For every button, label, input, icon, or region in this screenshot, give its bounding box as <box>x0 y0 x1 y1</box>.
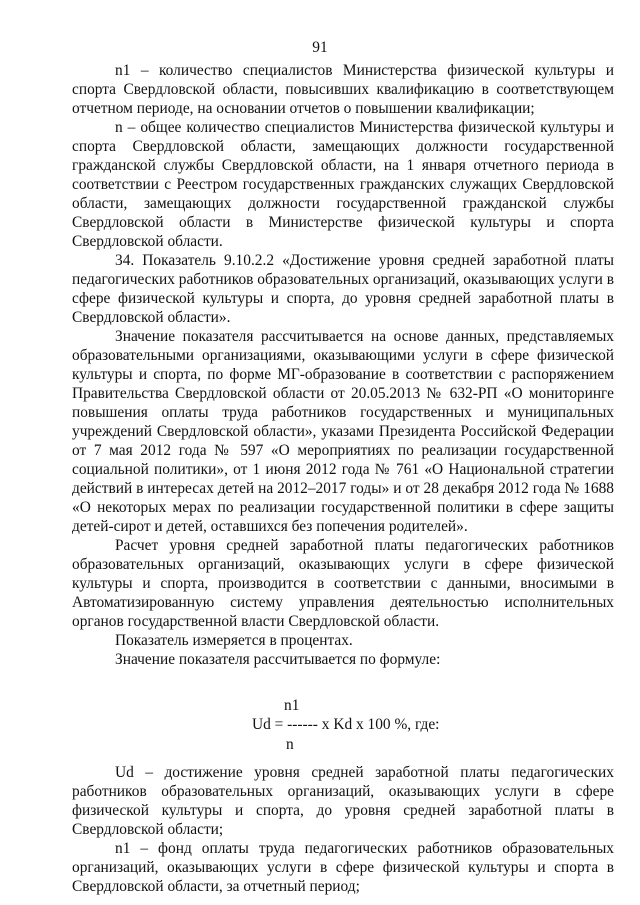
formula-denominator: n <box>286 736 294 753</box>
paragraph-formula-intro: Значение показателя рассчитывается по формуле: <box>115 651 441 668</box>
paragraph-unit: Показатель измеряется в процентах. <box>115 632 353 649</box>
paragraph-n1-fund-definition: n1 – фонд оплаты труда педагогических работников образовательных организаций, оказывающих услуги в сфере физической культуры и спорта в Свердловской области, за отчетный период; <box>72 840 614 895</box>
paragraph-calculation-basis: Значение показателя рассчитывается на основе данных, представляемых образовательными организациями, оказывающими услуги в сфере физической культуры и спорта, по форме МГ-образование в соответствии с распоряжением Правительства Свердловской области от 20.05.2013 № 632-РП «О мониторинге повышения оплаты труда работников государственных и муниципальных учреждений Свердловской области», указами Президента Российской Федерации от 7 мая 2012 года № 597 «О мероприятиях по реализации государственной социальной политики», от 1 июня 2012 года № 761 «О Национальной стратегии действий в интересах детей на 2012–2017 годы» и от 28 декабря 2012 года № 1688 «О некоторых мерах по реализации государственной политики в сфере защиты детей-сирот и детей, оставшихся без попечения родителей». <box>72 328 614 535</box>
paragraph-calculation-method: Расчет уровня средней заработной платы педагогических работников образовательных организаций, оказывающих услуги в сфере физической культуры и спорта, производится в соответствии с данными, вносимыми в Автоматизированную систему управления деятельностью исполнительных органов государственной власти Свердловской области. <box>72 537 614 630</box>
paragraph-n-definition: n – общее количество специалистов Министерства физической культуры и спорта Свердловской области, замещающих должности государственной гражданской службы Свердловской области, на 1 января отчетного периода в соответствии с Реестром государственных гражданских служащих Свердловской области, замещающих должности государственной гражданской службы Свердловской области в Министерстве физической культуры и спорта Свердловской области. <box>72 119 614 250</box>
document-body <box>72 61 614 896</box>
formula-numerator: n1 <box>284 697 300 714</box>
formula <box>72 676 614 763</box>
paragraph-ud-definition: Ud – достижение уровня средней заработной платы педагогических работников образовательных организаций, оказывающих услуги в сфере физической культуры и спорта, до уровня средней заработной платы в Свердловской области; <box>72 764 614 838</box>
page-number: 91 <box>312 39 328 56</box>
formula-main-line: Ud = ------ x Kd x 100 %, где: <box>252 716 440 733</box>
paragraph-n1-definition: n1 – количество специалистов Министерства физической культуры и спорта Свердловской области, повысивших квалификацию в соответствующем отчетном периоде, на основании отчетов о повышении квалификации; <box>72 62 614 117</box>
paragraph-indicator-34: 34. Показатель 9.10.2.2 «Достижение уровня средней заработной платы педагогических работников образовательных организаций, оказывающих услуги в сфере физической культуры и спорта, до уровня средней заработной платы в Свердловской области». <box>72 252 615 326</box>
